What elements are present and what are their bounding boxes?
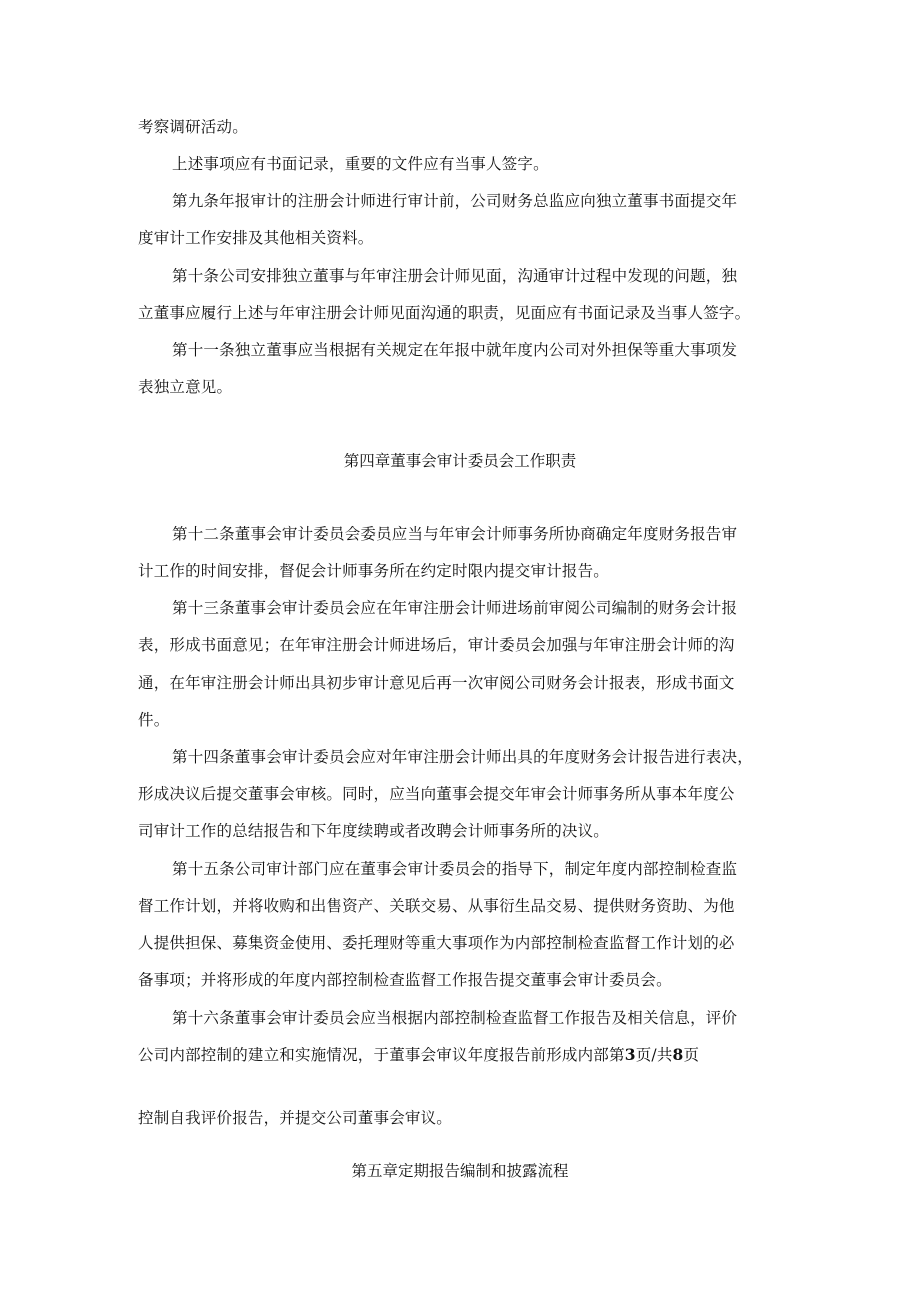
- article-13-line-3: 通，在年审注册会计师出具初步审计意见后再一次审阅公司财务会计报表，形成书面文: [138, 674, 735, 692]
- article-14-line-1: 第十四条董事会审计委员会应对年审注册会计师出具的年度财务会计报告进行表决，: [172, 748, 753, 766]
- article-15-line-4: 备事项；并将形成的年度内部控制检查监督工作报告提交董事会审计委员会。: [138, 971, 672, 989]
- paragraph-line: 考察调研活动。: [138, 118, 248, 136]
- page-footer-suffix: 页: [683, 1046, 700, 1064]
- article-16-line-3: 控制自我评价报告，并提交公司董事会审议。: [138, 1109, 453, 1127]
- article-12-line-2: 计工作的时间安排，督促会计师事务所在约定时限内提交审计报告。: [138, 562, 610, 580]
- article-13-line-2: 表，形成书面意见；在年审注册会计师进场后，审计委员会加强与年审注册会计师的沟: [138, 636, 735, 654]
- article-16-line-2: [138, 1045, 699, 1065]
- article-15-line-2: 督工作计划，并将收购和出售资产、关联交易、从事衍生品交易、提供财务资助、为他: [138, 897, 735, 915]
- article-14-line-2: 形成决议后提交董事会审核。同时，应当向董事会提交年审会计师事务所从事本年度公: [138, 785, 735, 803]
- page-total: 8: [672, 1045, 684, 1064]
- article-14-line-3: 司审计工作的总结报告和下年度续聘或者改聘会计师事务所的决议。: [138, 822, 610, 840]
- page-number: 3: [624, 1045, 636, 1064]
- chapter-5-heading: 第五章定期报告编制和披露流程: [351, 1162, 569, 1180]
- article-11-line-2: 表独立意见。: [138, 378, 233, 396]
- article-12-line-1: 第十二条董事会审计委员会委员应当与年审会计师事务所协商确定年度财务报告审: [172, 525, 738, 543]
- paragraph-line: 上述事项应有书面记录，重要的文件应有当事人签字。: [172, 155, 549, 173]
- article-9-line-1: 第九条年报审计的注册会计师进行审计前，公司财务总监应向独立董事书面提交年: [172, 192, 738, 210]
- article-16-line-2-text: 公司内部控制的建立和实施情况，于董事会审议年度报告前形成内部: [138, 1046, 610, 1064]
- page-footer-mid: 页/共: [635, 1046, 673, 1064]
- article-13-line-1: 第十三条董事会审计委员会应在年审注册会计师进场前审阅公司编制的财务会计报: [172, 599, 738, 617]
- article-15-line-1: 第十五条公司审计部门应在董事会审计委员会的指导下，制定年度内部控制检查监: [172, 860, 738, 878]
- article-10-line-2: 立董事应履行上述与年审注册会计师见面沟通的职责，见面应有书面记录及当事人签字。: [138, 304, 751, 322]
- article-9-line-2: 度审计工作安排及其他相关资料。: [138, 229, 374, 247]
- article-16-line-1: 第十六条董事会审计委员会应当根据内部控制检查监督工作报告及相关信息，评价: [172, 1009, 738, 1027]
- article-13-line-4: 件。: [138, 711, 170, 729]
- chapter-4-heading: 第四章董事会审计委员会工作职责: [343, 452, 577, 470]
- article-15-line-3: 人提供担保、募集资金使用、委托理财等重大事项作为内部控制检查监督工作计划的必: [138, 934, 735, 952]
- article-11-line-1: 第十一条独立董事应当根据有关规定在年报中就年度内公司对外担保等重大事项发: [172, 341, 738, 359]
- article-10-line-1: 第十条公司安排独立董事与年审注册会计师见面，沟通审计过程中发现的问题，独: [172, 267, 738, 285]
- page-footer-prefix: 第: [609, 1046, 625, 1064]
